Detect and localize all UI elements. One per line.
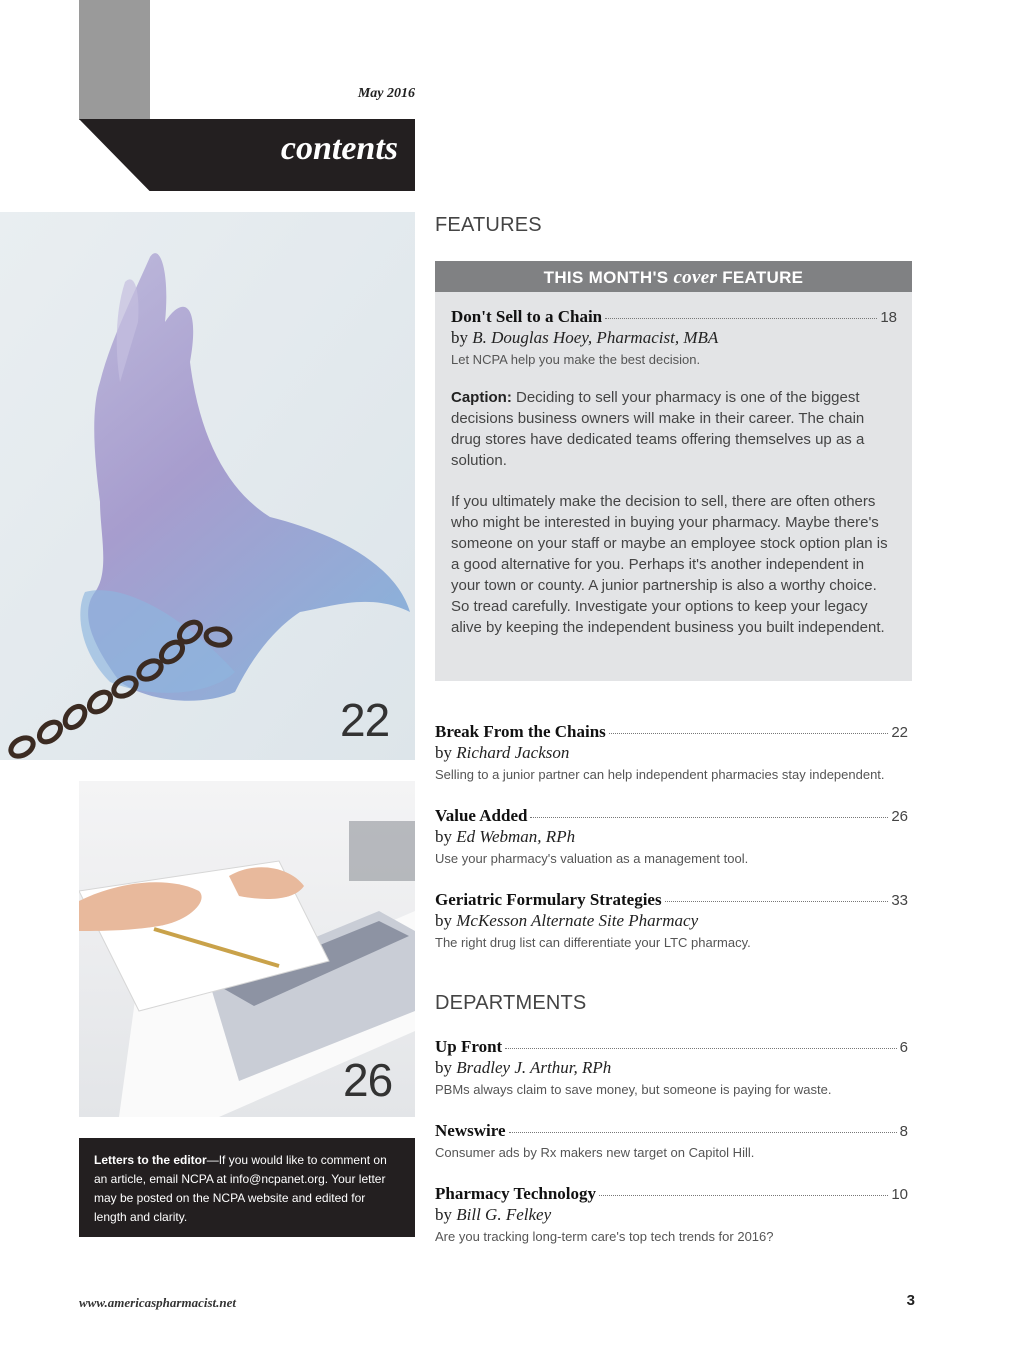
departments-heading: DEPARTMENTS <box>435 992 587 1014</box>
article-title[interactable]: Up Front <box>435 1037 503 1056</box>
article-title[interactable]: Value Added <box>435 806 528 825</box>
article-title-row[interactable] <box>435 1121 908 1141</box>
header-gray-block <box>79 0 150 120</box>
dot-leader <box>599 1195 888 1196</box>
page-number: 18 <box>880 309 897 326</box>
contents-title: contents <box>280 130 398 167</box>
article-title-row[interactable] <box>435 722 908 742</box>
dot-leader <box>509 1132 897 1133</box>
page-number: 6 <box>899 1039 908 1056</box>
cover-caption-continued: If you ultimately make the decision to sell, there are often others who might be interested in buying your pharmacy. Maybe there's someone on your staff or maybe an employee stock option plan is a good alternative for you. Perhaps it's another independent in your town or county. A junior partnership is also a worthy choice. So tread carefully. Investigate your options to keep your legacy alive by keeping the independent business you built independent. <box>451 493 888 636</box>
dot-leader <box>609 733 889 734</box>
page-number: 8 <box>899 1123 908 1140</box>
dot-leader <box>530 817 888 818</box>
features-heading: FEATURES <box>435 214 542 236</box>
feature-entry-value-added <box>435 806 908 866</box>
cover-feature-content <box>451 307 897 638</box>
dove-page-number: 22 <box>340 694 390 746</box>
feature-entry-geriatric-formulary <box>435 890 908 950</box>
letters-label: Letters to the editor <box>94 1153 207 1167</box>
article-title-row[interactable] <box>435 890 908 910</box>
article-title-row[interactable] <box>435 1037 908 1057</box>
page-number: 26 <box>891 808 908 825</box>
footer-website-url[interactable]: www.americaspharmacist.net <box>79 1295 236 1310</box>
cover-feature-header: THIS MONTH'S cover FEATURE <box>435 261 912 292</box>
caption-text: Deciding to sell your pharmacy is one of the biggest decisions business owners will make in their career. The chain drug stores have dedicated teams offering themselves up as a solution. <box>451 389 865 469</box>
feature-entry-break-from-chains <box>435 722 908 782</box>
cover-article-title-row[interactable] <box>451 307 897 327</box>
article-byline: by Ed Webman, RPh <box>435 827 576 846</box>
article-title[interactable]: Break From the Chains <box>435 722 606 741</box>
dove-chain-image <box>0 212 415 760</box>
article-byline: by Richard Jackson <box>435 743 570 762</box>
issue-date: May 2016 <box>357 86 415 101</box>
article-byline: by Bradley J. Arthur, RPh <box>435 1058 612 1077</box>
letters-text: —If you would like to comment on an article, email NCPA at info@ncpanet.org. Your letter may be posted on the NCPA website and edited for length and clarity. <box>94 1153 387 1224</box>
article-description: Are you tracking long-term care's top tech trends for 2016? <box>435 1229 774 1244</box>
calculator-page-number: 26 <box>343 1054 393 1106</box>
article-byline: by Bill G. Felkey <box>435 1205 552 1224</box>
page-number: 22 <box>891 724 908 741</box>
department-entry-pharmacy-technology <box>435 1184 908 1244</box>
dot-leader <box>665 901 889 902</box>
dot-leader <box>605 318 877 319</box>
article-description: Let NCPA help you make the best decision. <box>451 352 701 367</box>
article-byline: by McKesson Alternate Site Pharmacy <box>435 911 699 930</box>
footer-page-number: 3 <box>906 1292 915 1309</box>
department-entry-up-front <box>435 1037 908 1097</box>
dot-leader <box>505 1048 896 1049</box>
article-title-row[interactable] <box>435 806 908 826</box>
article-title[interactable]: Pharmacy Technology <box>435 1184 597 1203</box>
article-description: Selling to a junior partner can help independent pharmacies stay independent. <box>435 767 885 782</box>
caption-label: Caption: <box>451 389 512 406</box>
article-byline: by B. Douglas Hoey, Pharmacist, MBA <box>451 328 719 347</box>
cover-feature-box <box>435 261 912 681</box>
article-title[interactable]: Don't Sell to a Chain <box>451 307 603 326</box>
letters-to-editor-box <box>79 1138 415 1237</box>
article-title-row[interactable] <box>435 1184 908 1204</box>
article-description: Use your pharmacy's valuation as a management tool. <box>435 851 749 866</box>
page-number: 33 <box>891 892 908 909</box>
page-number: 10 <box>891 1186 908 1203</box>
article-title[interactable]: Geriatric Formulary Strategies <box>435 890 662 909</box>
article-description: PBMs always claim to save money, but someone is paying for waste. <box>435 1082 832 1097</box>
dove-illustration <box>0 212 415 760</box>
cover-caption <box>451 387 897 471</box>
department-entry-newswire <box>435 1121 908 1160</box>
article-description: The right drug list can differentiate your LTC pharmacy. <box>435 935 751 950</box>
article-title[interactable]: Newswire <box>435 1121 506 1140</box>
article-description: Consumer ads by Rx makers new target on Capitol Hill. <box>435 1145 755 1160</box>
